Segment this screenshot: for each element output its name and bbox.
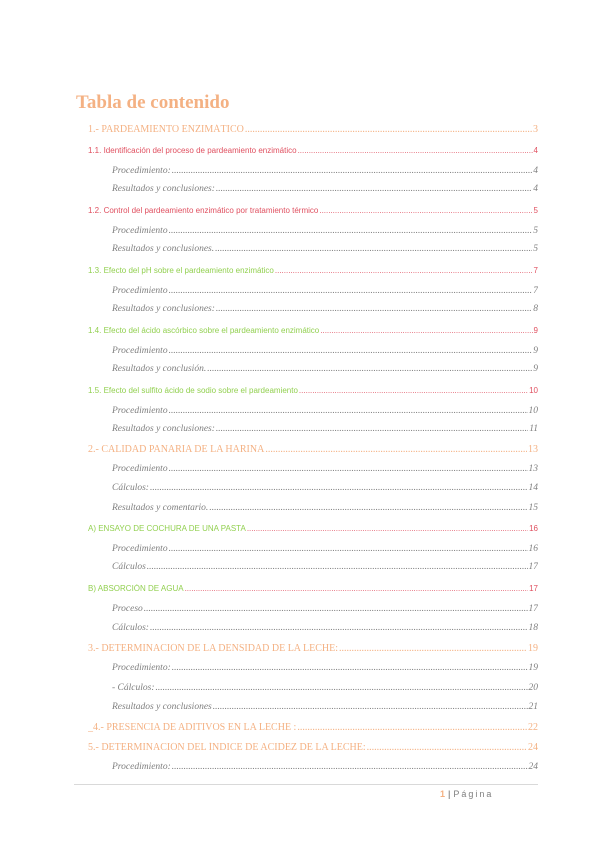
- toc-entry-label: 1.3. Efecto del pH sobre el pardeamiento enzimático: [88, 266, 274, 275]
- toc-leader: [169, 464, 528, 474]
- toc-entry-1-3[interactable]: [88, 266, 538, 275]
- toc-entry-sub[interactable]: [112, 702, 538, 712]
- toc-entry-page: 13: [528, 464, 538, 474]
- toc-entry-sub[interactable]: [112, 483, 538, 493]
- toc-entry-label: 3.- DETERMINACIÓN DE LA DENSIDAD DE LA LECHE:: [88, 643, 338, 654]
- toc-leader: [169, 286, 533, 296]
- toc-entry-page: 24: [528, 762, 538, 772]
- toc-entry-page: 5: [533, 244, 538, 254]
- toc-entry-label: Resultados y conclusión.: [112, 364, 207, 374]
- toc-leader: [144, 604, 528, 614]
- toc-entry-label: 1.4. Efecto del ácido ascórbico sobre el pardeamiento enzimático: [88, 326, 320, 335]
- toc-leader: [299, 386, 528, 395]
- toc-entry-page: 17: [529, 584, 538, 593]
- toc-entry-page: 22: [528, 722, 538, 733]
- toc-entry-sub[interactable]: [112, 304, 538, 314]
- toc-entry-sub[interactable]: [112, 663, 538, 673]
- toc-leader: [298, 146, 533, 155]
- toc-entry-label: Procedimiento:: [112, 663, 171, 673]
- toc-entry-page: 14: [528, 483, 538, 493]
- toc-entry-page: 17: [528, 562, 538, 572]
- toc-entry-page: 21: [528, 702, 538, 712]
- toc-leader: [169, 226, 533, 236]
- toc-leader: [185, 584, 529, 593]
- toc-entry-label: Procedimiento: [112, 544, 168, 554]
- toc-entry-page: 9: [533, 346, 538, 356]
- toc-entry-sub[interactable]: [112, 464, 538, 474]
- toc-entry-label: B) ABSORCIÓN DE AGUA: [88, 584, 184, 593]
- toc-entry-label: 5.- DETERMINACIÓN DEL ÍNDICE DE ACIDEZ DE LA LECHE:: [88, 742, 366, 753]
- toc-leader: [213, 702, 528, 712]
- toc-leader: [245, 124, 532, 135]
- toc-entry-label: Procedimiento:: [112, 166, 171, 176]
- toc-entry-sub[interactable]: [112, 244, 538, 254]
- toc-leader: [169, 346, 533, 356]
- toc-leader: [169, 544, 528, 554]
- toc-entry-page: 13: [528, 444, 538, 455]
- toc-leader: [247, 524, 528, 533]
- toc-entry-1-2[interactable]: [88, 206, 538, 215]
- toc-entry-page: 8: [533, 304, 538, 314]
- toc-entry-label: 1.1. Identificación del proceso de pardeamiento enzimático: [88, 146, 297, 155]
- toc-entry-sub[interactable]: [112, 166, 538, 176]
- toc-entry-label: Cálculos:: [112, 483, 149, 493]
- toc-entry-sub[interactable]: [112, 364, 538, 374]
- toc-leader: [320, 326, 532, 335]
- toc-entry-label: 2.- CALIDAD PANARIA DE LA HARINA: [88, 444, 265, 455]
- toc-entry-sub[interactable]: [112, 184, 538, 194]
- page-word: Página: [453, 789, 494, 799]
- toc-leader: [265, 444, 527, 455]
- toc-entry-3[interactable]: [88, 643, 538, 654]
- toc-entry-page: 15: [528, 503, 538, 513]
- toc-entry-a[interactable]: [88, 524, 538, 533]
- toc-entry-sub[interactable]: [112, 503, 538, 513]
- toc-leader: [297, 722, 527, 733]
- toc-entry-label: Procedimiento: [112, 286, 168, 296]
- toc-entry-page: 16: [529, 524, 538, 533]
- toc-title: Tabla de contenido: [76, 92, 230, 113]
- toc-leader: [215, 244, 532, 254]
- toc-entry-label: 1.2. Control del pardeamiento enzimático por tratamiento térmico: [88, 206, 319, 215]
- toc-entry-label: - Cálculos:: [112, 683, 155, 693]
- toc-entry-4[interactable]: [88, 722, 538, 733]
- toc-entry-label: Resultados y conclusiones:: [112, 304, 215, 314]
- toc-entry-sub[interactable]: [112, 762, 538, 772]
- toc-entry-page: 20: [528, 683, 538, 693]
- toc-entry-1-5[interactable]: [88, 386, 538, 395]
- toc-entry-1[interactable]: [88, 124, 538, 135]
- toc-entry-b[interactable]: [88, 584, 538, 593]
- toc-entry-label: Resultados y conclusiones.: [112, 244, 215, 254]
- toc-entry-label: Cálculos:: [112, 623, 149, 633]
- toc-entry-page: 9: [533, 326, 538, 335]
- page-number: 1: [440, 789, 446, 799]
- toc-entry-sub[interactable]: [112, 226, 538, 236]
- toc-entry-sub[interactable]: [112, 562, 538, 572]
- toc-leader: [216, 304, 532, 314]
- toc-entry-page: 4: [533, 184, 538, 194]
- toc-entry-label: Resultados y comentario.: [112, 503, 209, 513]
- toc-entry-page: 4: [533, 166, 538, 176]
- toc-entry-5[interactable]: [88, 742, 538, 753]
- toc-leader: [339, 643, 527, 654]
- toc-entry-label: Procedimiento: [112, 464, 168, 474]
- toc-leader: [319, 206, 532, 215]
- toc-leader: [216, 424, 528, 434]
- toc-entry-page: 18: [528, 623, 538, 633]
- toc-entry-sub[interactable]: [112, 544, 538, 554]
- toc-leader: [150, 623, 528, 633]
- toc-entry-page: 3: [533, 124, 538, 135]
- toc-entry-sub[interactable]: [112, 406, 538, 416]
- toc-leader: [169, 406, 528, 416]
- toc-entry-sub[interactable]: [112, 286, 538, 296]
- toc-entry-label: Resultados y conclusiones:: [112, 424, 215, 434]
- toc-entry-label: Cálculos: [112, 562, 146, 572]
- toc-entry-page: 7: [533, 266, 538, 275]
- toc-entry-label: Procedimiento:: [112, 762, 171, 772]
- toc-entry-label: Procedimiento: [112, 226, 168, 236]
- toc-entry-sub[interactable]: [112, 604, 538, 614]
- toc-entry-label: 1.5. Efecto del sulfito ácido de sodio sobre el pardeamiento: [88, 386, 298, 395]
- footer-separator: |: [448, 789, 451, 799]
- toc-entry-1-4[interactable]: [88, 326, 538, 335]
- toc-entry-label: Resultados y conclusiones:: [112, 184, 215, 194]
- footer-divider: [74, 784, 538, 785]
- toc-leader: [209, 503, 527, 513]
- toc-leader: [150, 483, 528, 493]
- toc-entry-page: 10: [529, 386, 538, 395]
- toc-entry-page: 17: [528, 604, 538, 614]
- toc-leader: [216, 184, 532, 194]
- toc-leader: [367, 742, 527, 753]
- toc-entry-label: Procedimiento: [112, 346, 168, 356]
- toc-leader: [207, 364, 532, 374]
- toc-leader: [155, 683, 527, 693]
- toc-leader: [275, 266, 533, 275]
- toc-entry-1-1[interactable]: [88, 146, 538, 155]
- toc-entry-label: _4.- PRESENCIA DE ADITIVOS EN LA LECHE :: [88, 722, 297, 733]
- toc-entry-page: 4: [533, 146, 538, 155]
- toc-entry-page: 16: [528, 544, 538, 554]
- toc-leader: [172, 762, 528, 772]
- toc-entry-label: Proceso: [112, 604, 143, 614]
- toc-leader: [172, 166, 533, 176]
- toc-entry-sub[interactable]: [112, 623, 538, 633]
- toc-entry-page: 19: [528, 643, 538, 654]
- toc-entry-page: 7: [533, 286, 538, 296]
- toc-entry-sub[interactable]: [112, 424, 538, 434]
- toc-entry-page: 11: [529, 424, 538, 434]
- toc-entry-page: 19: [528, 663, 538, 673]
- toc-leader: [172, 663, 528, 673]
- page-footer: [440, 789, 493, 799]
- toc-leader: [147, 562, 528, 572]
- toc-entry-page: 10: [528, 406, 538, 416]
- toc-entry-page: 5: [533, 206, 538, 215]
- toc-entry-label: Resultados y conclusiones: [112, 702, 212, 712]
- toc-entry-sub[interactable]: [112, 683, 538, 693]
- toc-entry-page: 24: [528, 742, 538, 753]
- toc-entry-label: 1.- PARDEAMIENTO ENZIMÁTICO: [88, 124, 244, 135]
- toc-entry-label: A) ENSAYO DE COCHURA DE UNA PASTA: [88, 524, 246, 533]
- toc-entry-page: 9: [533, 364, 538, 374]
- toc-entry-2[interactable]: [88, 444, 538, 455]
- toc-entry-page: 5: [533, 226, 538, 236]
- toc-entry-sub[interactable]: [112, 346, 538, 356]
- toc-entry-label: Procedimiento: [112, 406, 168, 416]
